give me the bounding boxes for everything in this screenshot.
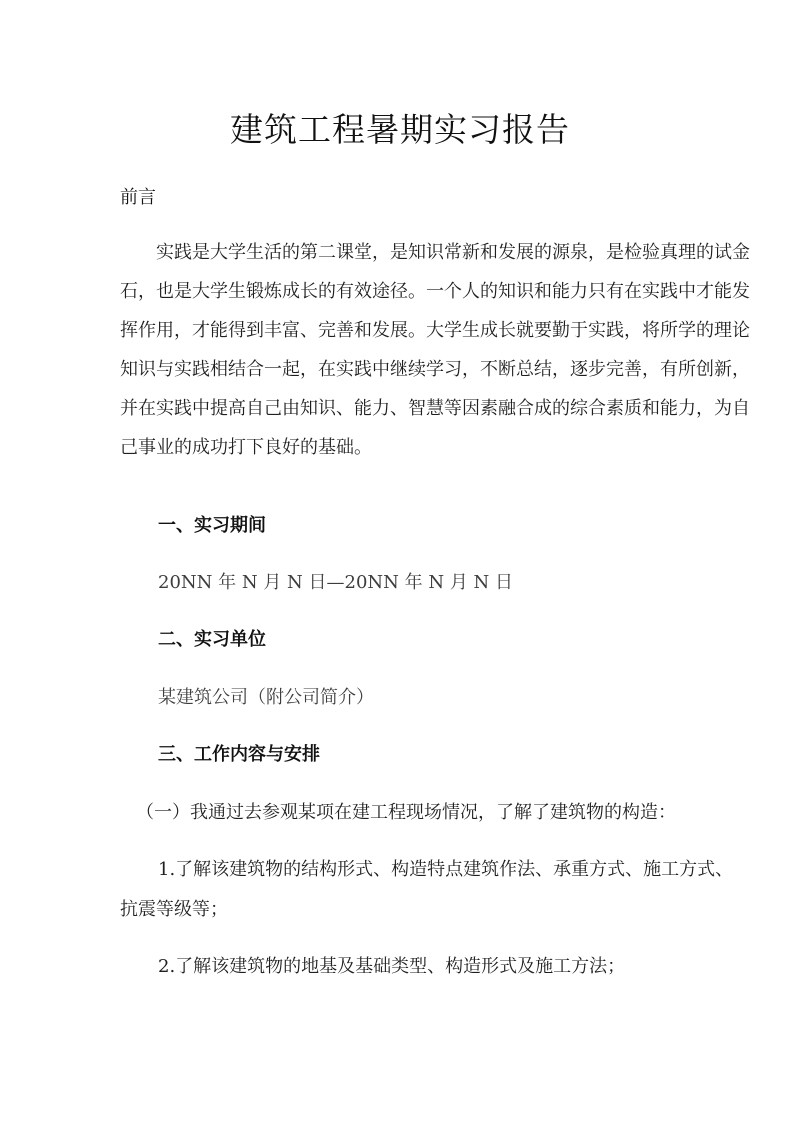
document-title: 建筑工程暑期实习报告 xyxy=(230,110,570,149)
preface-line: 挥作用，才能得到丰富、完善和发展。大学生成长就要勤于实践，将所学的理论 xyxy=(120,320,750,341)
preface-line: 并在实践中提高自己由知识、能力、智慧等因素融合成的综合素质和能力，为自 xyxy=(120,398,750,419)
section-unit-value: 某建筑公司（附公司简介） xyxy=(158,687,374,708)
section-work-intro: （一）我通过去参观某项在建工程现场情况，了解了建筑物的构造： xyxy=(136,802,676,823)
section-unit-title: 二、实习单位 xyxy=(158,629,266,650)
work-item-2: 2.了解该建筑物的地基及基础类型、构造形式及施工方法； xyxy=(158,956,626,977)
preface-heading: 前言 xyxy=(120,187,156,208)
section-period-title: 一、实习期间 xyxy=(158,515,266,536)
preface-line: 实践是大学生活的第二课堂，是知识常新和发展的源泉，是检验真理的试金 xyxy=(156,242,750,263)
work-item-1-line-2: 抗震等级等； xyxy=(120,899,228,920)
preface-line: 石，也是大学生锻炼成长的有效途径。一个人的知识和能力只有在实践中才能发 xyxy=(120,281,750,302)
section-period-value: 20NN 年 N 月 N 日—20NN 年 N 月 N 日 xyxy=(158,572,514,593)
preface-line: 己事业的成功打下良好的基础。 xyxy=(120,437,372,458)
section-work-title: 三、工作内容与安排 xyxy=(158,744,320,765)
preface-line: 知识与实践相结合一起，在实践中继续学习，不断总结，逐步完善，有所创新， xyxy=(120,359,750,380)
work-item-1-line-1: 1.了解该建筑物的结构形式、构造特点建筑作法、承重方式、施工方式、 xyxy=(158,859,734,880)
